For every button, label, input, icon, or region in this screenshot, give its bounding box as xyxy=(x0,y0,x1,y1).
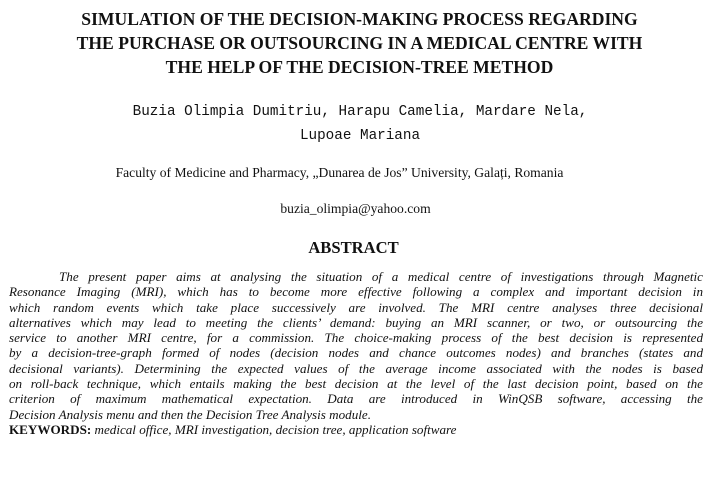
affiliation: Faculty of Medicine and Pharmacy, „Dunarea de Jos” University, Galați, Romania xyxy=(115,165,564,180)
abstract-line: on roll-back technique, which entails making the best decision at the level of the last decision point, based on the xyxy=(9,376,703,392)
title-line: SIMULATION OF THE DECISION-MAKING PROCESS REGARDING xyxy=(81,9,638,29)
paper-title xyxy=(6,7,713,79)
abstract-line: The present paper aims at analysing the situation of a medical centre of investigations through Magnetic xyxy=(59,269,703,284)
abstract-line: criterion of maximum mathematical expectation. Data are introduced in WinQSB software, accessing the xyxy=(9,391,703,407)
keywords xyxy=(9,422,703,437)
abstract-line: Decision Analysis menu and then the Decision Tree Analysis module. xyxy=(9,406,371,422)
abstract-line: alternatives which may lead to meeting the clients’ demand: buying an MRI scanner, or two, or outsourcing the xyxy=(9,314,703,330)
abstract-heading: ABSTRACT xyxy=(308,238,399,257)
authors-line: Buzia Olimpia Dumitriu, Harapu Camelia, Mardare Nela, xyxy=(132,104,588,120)
author-email: buzia_olimpia@yahoo.com xyxy=(280,201,431,216)
abstract-line: Resonance Imaging (MRI), which has to become more effective following a complex and important decision in xyxy=(9,284,703,300)
author-list xyxy=(10,100,710,148)
abstract-line: which random events which take place successively are involved. The MRI centre analyses three decisional xyxy=(9,299,703,315)
keywords-text: medical office, MRI investigation, decision tree, application software xyxy=(94,421,457,437)
abstract-line: service to another MRI centre, for a commission. The choice-making process of the best decision is represented xyxy=(9,330,703,346)
abstract-line: decisional variants). Determining the expected values of the average income associated with the nodes is based xyxy=(9,360,703,376)
keywords-label: KEYWORDS: xyxy=(9,421,92,437)
title-line: THE PURCHASE OR OUTSOURCING IN A MEDICAL CENTRE WITH xyxy=(76,33,643,53)
authors-line: Lupoae Mariana xyxy=(299,128,421,144)
abstract-body xyxy=(9,269,703,437)
title-line: THE HELP OF THE DECISION-TREE METHOD xyxy=(165,57,554,77)
abstract-line: by a decision-tree-graph formed of nodes (decision nodes and chance outcomes nodes) and branches (states and xyxy=(9,345,703,361)
